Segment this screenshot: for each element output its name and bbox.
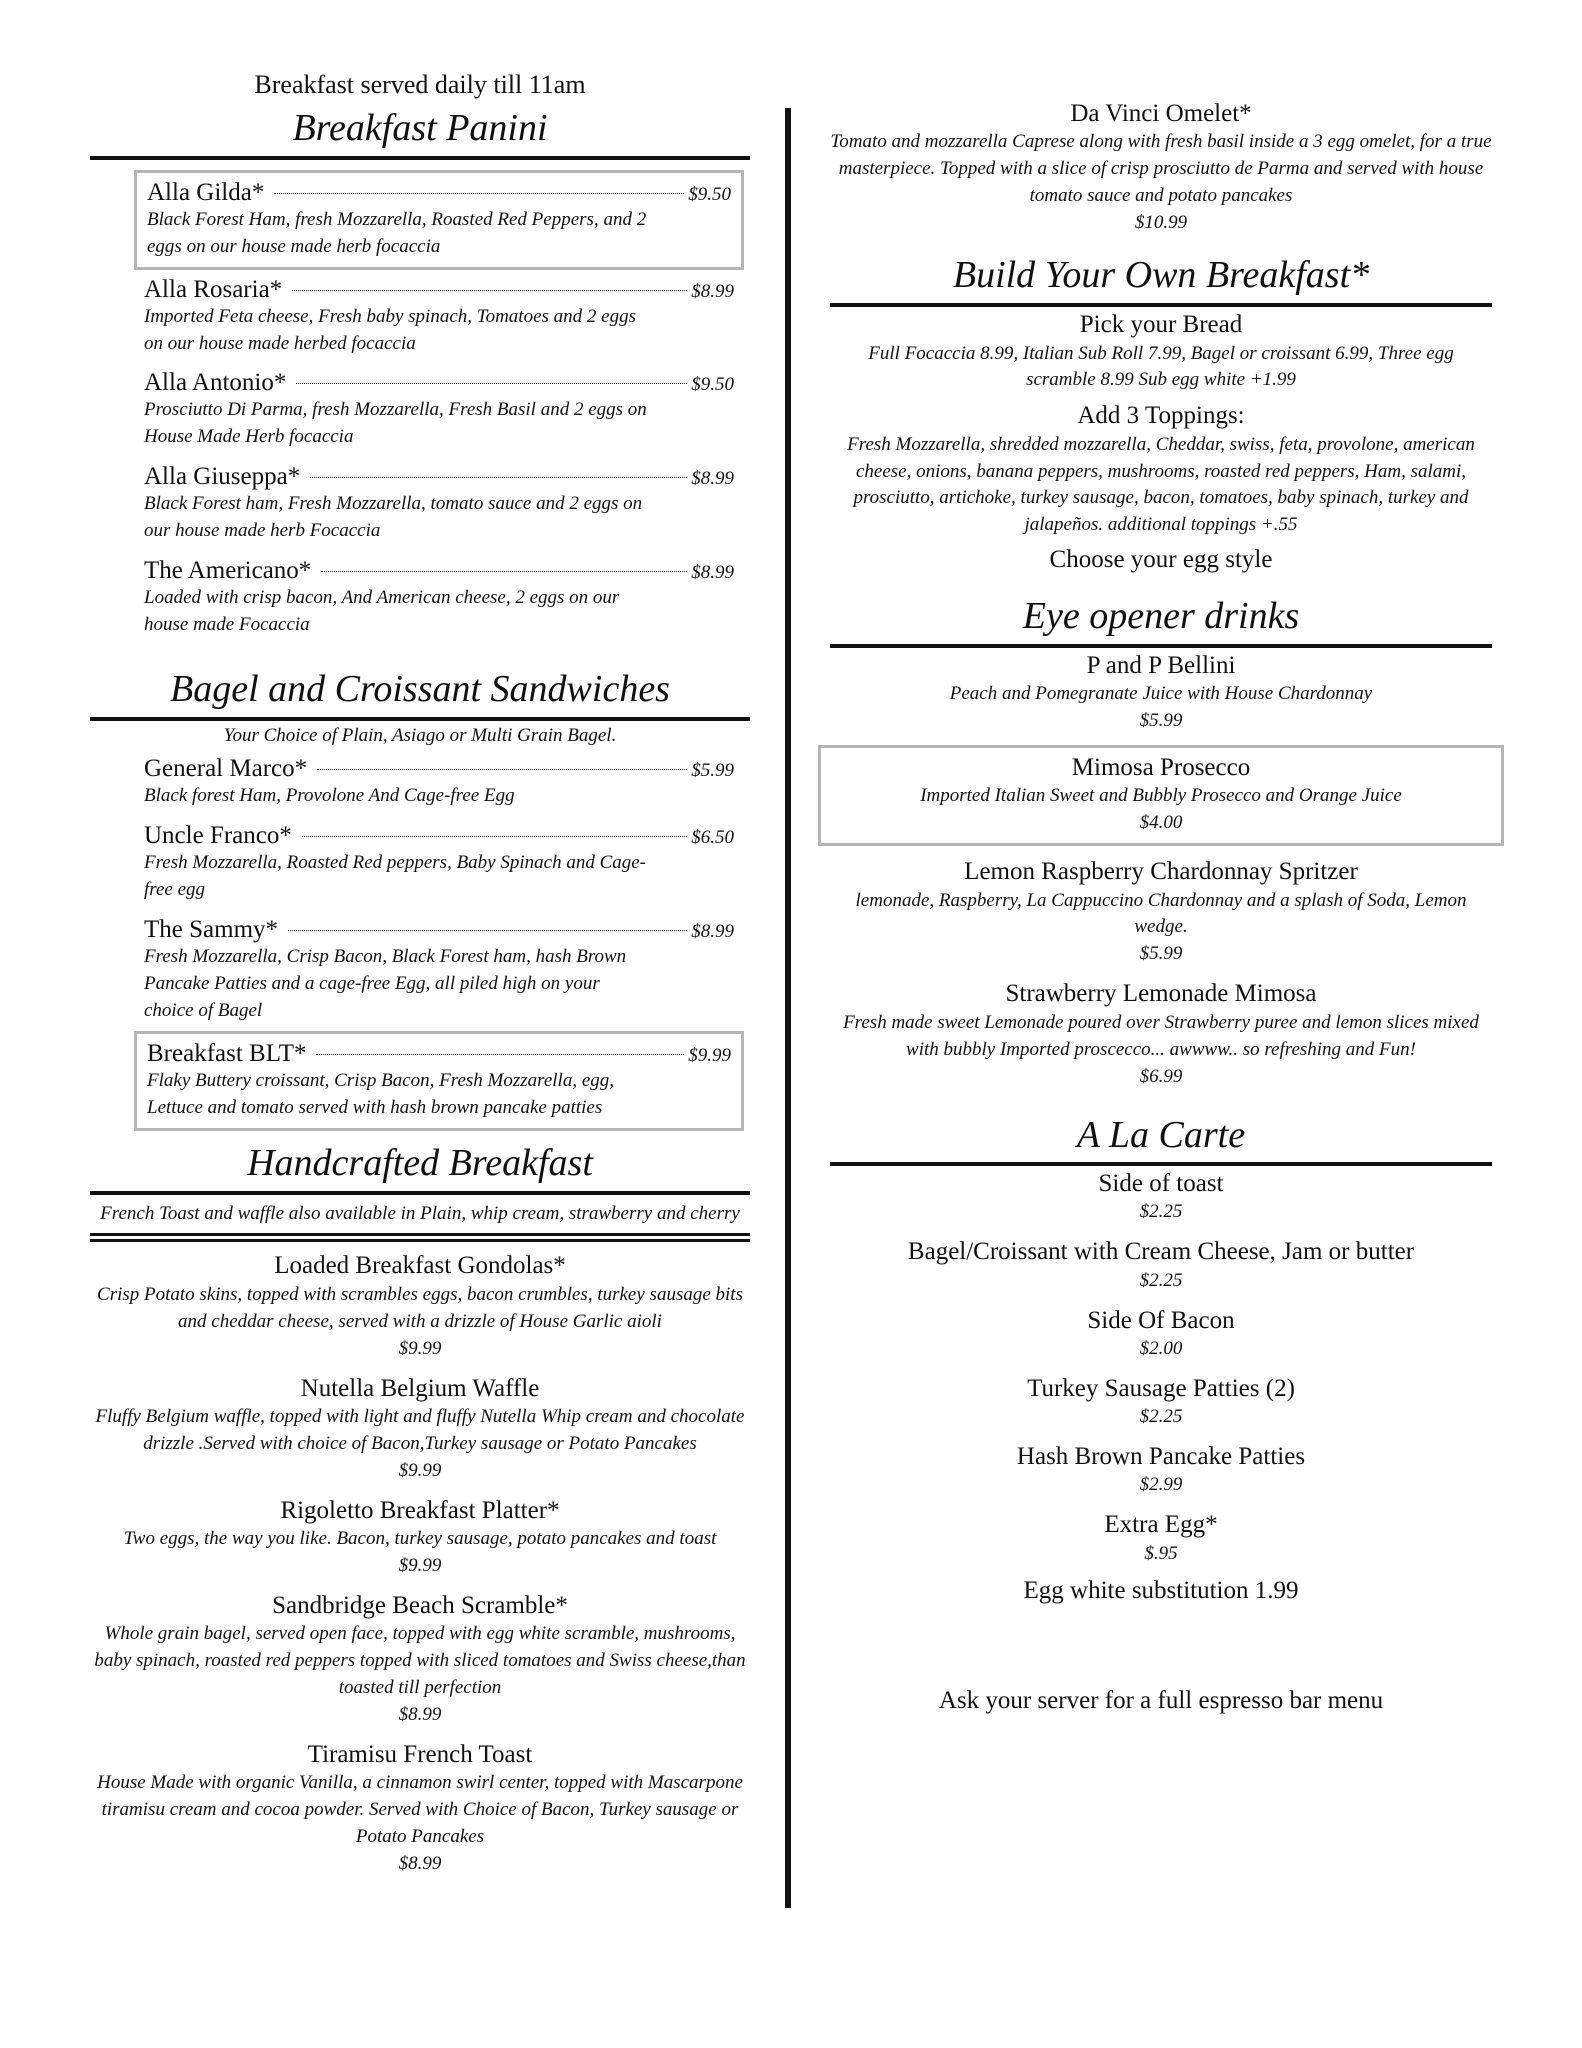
left-column [90, 70, 750, 1888]
section-rule [830, 1162, 1492, 1166]
item-name: Side Of Bacon [1087, 1306, 1235, 1334]
section-rule [830, 303, 1492, 307]
section-rule [90, 156, 750, 160]
item-desc: Black Forest ham, Fresh Mozzarella, tomato sauce and 2 eggs on our house made herb Focaccia [144, 493, 643, 542]
drink-strawberry-lemonade-mimosa [830, 978, 1492, 1090]
menu-item-breakfast-blt [134, 1031, 744, 1131]
menu-item-nutella-waffle [90, 1373, 750, 1485]
item-name: P and P Bellini [1086, 651, 1236, 679]
bread-options: Full Focaccia 8.99, Italian Sub Roll 7.99, Bagel or croissant 6.99, Three egg scramble 8.99 Sub egg white +1.99 [868, 342, 1454, 391]
item-desc: Black Forest Ham, fresh Mozzarella, Roasted Red Peppers, and 2 eggs on our house made herb focaccia [147, 208, 647, 257]
item-desc: Fluffy Belgium waffle, topped with light and fluffy Nutella Whip cream and chocolate drizzle .Served with choice of Bacon,Turkey sausage or Potato Pancakes [95, 1405, 745, 1454]
dot-leader [317, 769, 687, 770]
item-desc: Black forest Ham, Provolone And Cage-free Egg [144, 785, 515, 807]
item-desc: Prosciutto Di Parma, fresh Mozzarella, Fresh Basil and 2 eggs on House Made Herb focaccia [144, 399, 647, 448]
section-title-a-la-carte: A La Carte [1076, 1113, 1246, 1156]
item-name: Extra Egg* [1104, 1511, 1218, 1539]
egg-style-line: Choose your egg style [1049, 546, 1273, 574]
turkey-sausage-patties [830, 1373, 1492, 1431]
item-name: Alla Antonio* [144, 369, 287, 397]
menu-item-da-vinci-omelet [830, 98, 1492, 237]
item-price: $4.00 [1139, 812, 1183, 834]
hash-brown-patties [830, 1441, 1492, 1499]
item-price: $6.99 [1139, 1065, 1183, 1087]
item-name: Breakfast BLT* [147, 1040, 307, 1068]
item-desc: Fresh Mozzarella, Roasted Red peppers, Baby Spinach and Cage-free egg [144, 852, 647, 901]
dot-leader [302, 836, 687, 837]
item-desc: Crisp Potato skins, topped with scrambles eggs, bacon crumbles, turkey sausage bits and cheddar cheese, served with a drizzle of House Garlic aioli [97, 1283, 743, 1332]
item-price: $8.99 [398, 1853, 442, 1875]
section-title-handcrafted-breakfast: Handcrafted Breakfast [247, 1142, 593, 1185]
toppings-heading: Add 3 Toppings: [1077, 401, 1245, 429]
item-name: Da Vinci Omelet* [1070, 100, 1252, 127]
breakfast-hours: Breakfast served daily till 11am [254, 70, 586, 99]
item-name: Turkey Sausage Patties (2) [1027, 1374, 1295, 1402]
item-name: The Americano* [144, 557, 312, 585]
item-name: Sandbridge Beach Scramble* [272, 1591, 568, 1619]
section-title-bagel-croissant: Bagel and Croissant Sandwiches [170, 668, 670, 711]
item-name: Alla Gilda* [147, 178, 265, 206]
item-name: Uncle Franco* [144, 822, 292, 850]
section-title-build-your-own: Build Your Own Breakfast* [952, 254, 1370, 297]
menu-item-alla-gilda [134, 170, 744, 270]
menu-item-loaded-gondolas [90, 1250, 750, 1362]
menu-item-tiramisu-french-toast [90, 1739, 750, 1878]
item-price: $6.50 [691, 827, 734, 849]
item-price: $9.50 [691, 374, 734, 396]
panini-list [134, 170, 744, 646]
dot-leader [321, 571, 687, 572]
item-desc: Fresh Mozzarella, Crisp Bacon, Black Forest ham, hash Brown Pancake Patties and a cage-free Egg, all piled high on your choice of Bagel [144, 946, 627, 1022]
menu-item-sandbridge-scramble [90, 1590, 750, 1729]
right-column [830, 98, 1492, 1715]
bagel-list [134, 749, 744, 1131]
item-price: $2.25 [1139, 1406, 1183, 1428]
item-name: General Marco* [144, 755, 308, 783]
item-name: Rigoletto Breakfast Platter* [280, 1496, 560, 1524]
item-desc: Peach and Pomegranate Juice with House Chardonnay [949, 683, 1373, 705]
item-price: $8.99 [691, 280, 734, 302]
item-price: $2.25 [1139, 1269, 1183, 1291]
side-of-toast [830, 1168, 1492, 1226]
menu-item-rigoletto-platter [90, 1495, 750, 1580]
item-desc: House Made with organic Vanilla, a cinnamon swirl center, topped with Mascarpone tiramisu cream and cocoa powder. Served with Choice of Bacon, Turkey sausage or Potato Pancakes [97, 1772, 743, 1848]
item-name: Alla Rosaria* [144, 275, 283, 303]
menu-item-the-sammy [134, 910, 744, 1031]
section-title-eye-opener-drinks: Eye opener drinks [1022, 595, 1300, 638]
section-title-breakfast-panini: Breakfast Panini [292, 107, 548, 149]
item-price: $10.99 [1134, 212, 1188, 234]
menu-item-the-americano [134, 551, 744, 645]
item-desc: Loaded with crisp bacon, And American cheese, 2 eggs on our house made Focaccia [144, 587, 620, 636]
drink-mimosa-prosecco [818, 745, 1504, 846]
menu-item-alla-antonio [134, 363, 744, 457]
dot-leader [310, 477, 687, 478]
double-rule [90, 1233, 750, 1242]
dot-leader [288, 930, 687, 931]
item-price: $9.99 [398, 1459, 442, 1481]
bagel-note: Your Choice of Plain, Asiago or Multi Grain Bagel. [223, 724, 617, 746]
item-name: The Sammy* [144, 916, 279, 944]
item-name: Loaded Breakfast Gondolas* [274, 1252, 566, 1280]
dot-leader [292, 290, 687, 291]
item-price: $5.99 [1139, 710, 1183, 732]
item-desc: Tomato and mozzarella Caprese along with fresh basil inside a 3 egg omelet, for a true masterpiece. Topped with a slice of crisp prosciutto de Parma and served with house tomato sauce and potato pancakes [830, 131, 1492, 207]
side-of-bacon [830, 1305, 1492, 1363]
section-rule [830, 644, 1492, 648]
item-desc: Fresh made sweet Lemonade poured over Strawberry puree and lemon slices mixed with bubbly Imported proscecco... awwww.. so refreshing and Fun! [843, 1011, 1479, 1060]
item-name: Bagel/Croissant with Cream Cheese, Jam or butter [907, 1238, 1415, 1266]
item-price: $8.99 [398, 1704, 442, 1726]
item-desc: Imported Feta cheese, Fresh baby spinach, Tomatoes and 2 eggs on our house made herbed focaccia [144, 305, 636, 354]
extra-egg [830, 1509, 1492, 1567]
column-divider [785, 108, 791, 1908]
item-price: $2.00 [1139, 1337, 1183, 1359]
item-price: $9.99 [398, 1554, 442, 1576]
handcrafted-note: French Toast and waffle also available in Plain, whip cream, strawberry and cherry [100, 1202, 740, 1224]
item-name: Side of toast [1098, 1170, 1224, 1198]
item-price: $9.99 [688, 1045, 731, 1067]
item-name: Mimosa Prosecco [1071, 754, 1251, 782]
item-price: $9.99 [398, 1337, 442, 1359]
item-price: $5.99 [691, 760, 734, 782]
item-price: $8.99 [691, 468, 734, 490]
toppings-options: Fresh Mozzarella, shredded mozzarella, Cheddar, swiss, feta, provolone, american cheese, onions, banana peppers, mushrooms, roasted red peppers, Ham, salami, prosciutto, artichoke, turkey sausage, bacon, tomatoes, baby spinach, turkey and jalapeños. additional toppings +.55 [847, 433, 1475, 535]
item-name: Tiramisu French Toast [307, 1741, 533, 1769]
item-name: Nutella Belgium Waffle [300, 1374, 540, 1402]
espresso-bar-note: Ask your server for a full espresso bar menu [938, 1687, 1384, 1715]
menu-item-alla-rosaria [134, 270, 744, 364]
dot-leader [296, 383, 687, 384]
item-price: $2.99 [1139, 1474, 1183, 1496]
item-desc: lemonade, Raspberry, La Cappuccino Chardonnay and a splash of Soda, Lemon wedge. [855, 889, 1467, 938]
item-name: Lemon Raspberry Chardonnay Spritzer [964, 858, 1358, 886]
section-rule [90, 717, 750, 721]
item-desc: Flaky Buttery croissant, Crisp Bacon, Fresh Mozzarella, egg, Lettuce and tomato served with hash brown pancake patties [147, 1070, 615, 1119]
item-desc: Whole grain bagel, served open face, topped with egg white scramble, mushrooms, baby spinach, roasted red peppers topped with sliced tomatoes and Swiss cheese,than toasted till perfection [94, 1623, 746, 1699]
item-name: Alla Giuseppa* [144, 463, 301, 491]
item-desc: Imported Italian Sweet and Bubbly Prosecco and Orange Juice [920, 785, 1402, 807]
drink-p-and-p-bellini [830, 650, 1492, 735]
pick-bread-heading: Pick your Bread [1079, 310, 1243, 338]
item-name: Hash Brown Pancake Patties [1016, 1443, 1306, 1471]
item-price: $.95 [1144, 1542, 1178, 1564]
item-price: $8.99 [691, 562, 734, 584]
item-desc: Two eggs, the way you like. Bacon, turkey sausage, potato pancakes and toast [123, 1527, 717, 1549]
item-price: $5.99 [1139, 943, 1183, 965]
dot-leader [316, 1054, 684, 1055]
item-name: Strawberry Lemonade Mimosa [1005, 980, 1317, 1008]
item-price: $8.99 [691, 921, 734, 943]
egg-white-substitution: Egg white substitution 1.99 [1023, 1577, 1299, 1605]
drink-lemon-raspberry-spritzer [830, 856, 1492, 968]
menu-item-uncle-franco [134, 816, 744, 910]
menu-item-general-marco [134, 749, 744, 816]
item-price: $2.25 [1139, 1201, 1183, 1223]
menu-item-alla-giuseppa [134, 457, 744, 551]
section-rule [90, 1191, 750, 1195]
dot-leader [274, 193, 684, 194]
bagel-croissant-spread [830, 1236, 1492, 1294]
item-price: $9.50 [688, 183, 731, 205]
